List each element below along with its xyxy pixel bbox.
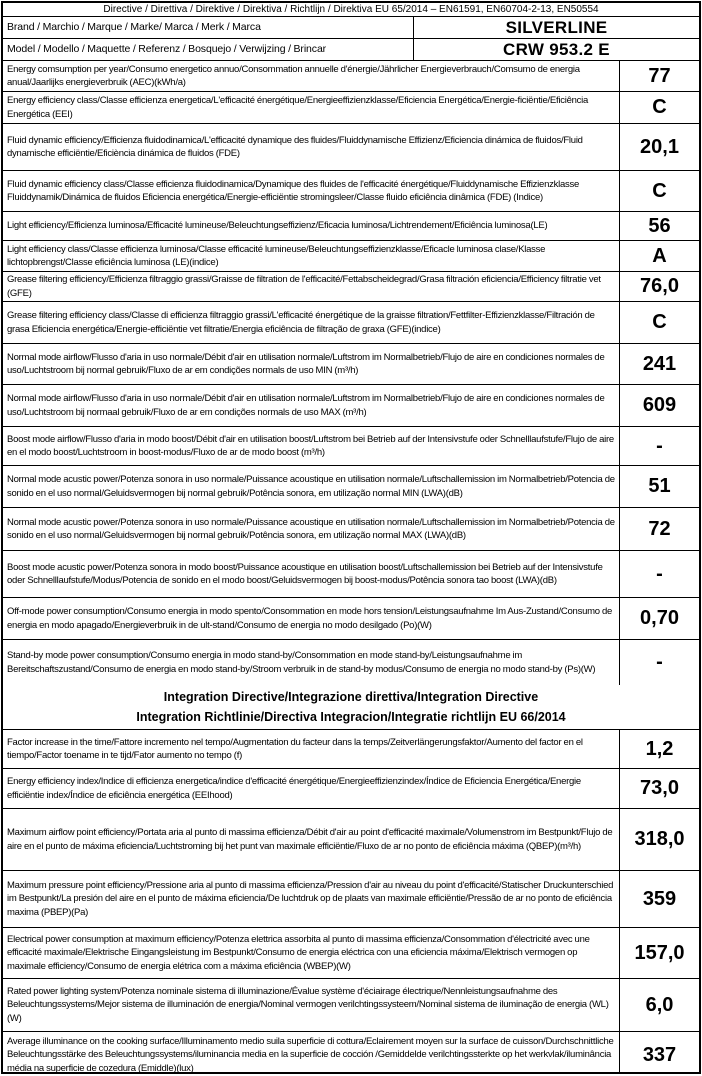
table-row [3,508,699,551]
row-label: Normal mode airflow/Flusso d'aria in uso normale/Débit d'air en utilisation normale/Luftstrom im Normalbetrieb/Flujo de aire en condiciones normales de uso/Luchtstroom bij normal gebruik/Fluxo de ar em condições normals de uso MIN (m³/h) [7,351,605,376]
table-row [3,344,699,385]
table-row [3,640,699,685]
table-row [3,272,699,302]
directive-header [3,3,699,17]
row-value: 56 [619,212,699,240]
row-value: 157,0 [619,928,699,978]
table-row [3,928,699,979]
model-row [3,39,699,61]
table-row [3,212,699,241]
table-row [3,92,699,124]
row-label: Maximum pressure point efficiency/Pressione aria al punto di massima efficienza/Pression d'air au niveau du point d'efficacité/Statischer Druckunterschied im Bestpunkt/La presión del aire en el punto de máxima eficiencia/De luchtdruk op de plaats van maximale efficiëntie/Pressão de ar no ponto de eficiência maxima (PBEP)(Pa) [7,879,614,918]
row-label: Grease filtering efficiency class/Classe di efficienza filtraggio grassi/L'efficacité énergétique de la graisse filtration/Fettfilter-Effizienzklasse/Filtración de grasa Eficiencia energética/Energie-efficiëntie vet filtratie/Energia eficiência de filtração de graxa (GFE)(indice) [7,310,595,335]
row-label: Energy efficiency index/Indice di efficienza energetica/indice d'efficacité énergétique/Energieeffizienzindex/Índice de Eficiencia Energética/Energie efficiëntie index/Índice de eficiência energética (EEIhood) [7,776,581,801]
row-value: 609 [619,385,699,426]
table-row [3,769,699,809]
table-row [3,61,699,92]
row-value: 77 [619,61,699,91]
row-label: Boost mode airflow/Flusso d'aria in modo boost/Débit d'air en utilisation boost/Luftstrom bei Betrieb auf der Intensivstufe oder Schnelllaufstufe/Flujo de aire en el modo boost/Luchtstroom in boost-modus/Fluxo de ar de modo boost (m³/h) [7,433,614,458]
integration-directive-header-line2: Integration Richtlinie/Directiva Integracion/Integratie richtlijn EU 66/2014 [136,710,566,724]
table-row [3,124,699,171]
row-value: A [619,241,699,271]
row-label: Energy comsumption per year/Consumo energetico annuo/Consommation annuelle d'énergie/Jährlicher Energieverbrauch/Comsumo de energia anual/Jaarlijks energieverbruik (AEC)(kWh/a) [7,63,580,88]
directive-66-2014-rows [3,730,699,1074]
model-value: CRW 953.2 E [413,39,699,60]
row-value: 337 [619,1032,699,1074]
row-label: Fluid dynamic efficiency class/Classe efficienza fluidodinamica/Dynamique des fluides de l'efficacité énergétique/Fluiddynamische Effizienzklasse Fluiddynamik/Dinámica de fluidos Eficiencia energética/Energie-efficiëntie stromingsleer/Classe fluido eficiência dinâmica (FDE) (Indice) [7,178,580,203]
row-label: Boost mode acustic power/Potenza sonora in modo boost/Puissance acoustique en utilisation boost/Luftschallemission bei Betrieb auf der Intensivstufe oder Schnelllaufstufe/Modus/Potencia de sonido en el modo boost/Geluidsvermogen bij boost-modus/Potência sonora tao boost (LWA)(dB) [7,561,603,586]
table-row [3,241,699,272]
row-value: 318,0 [619,809,699,870]
brand-row [3,17,699,39]
table-row [3,598,699,640]
row-label: Normal mode acustic power/Potenza sonora in uso normale/Puissance acoustique en utilisation normale/Luftschallemission im Normalbetrieb/Potencia de sonido en el uso normal/Geluidsvermogen bij normal gebruik/Potência sonora, em utilização normal MIN (LWA)(dB) [7,474,615,499]
row-label: Maximum airflow point efficiency/Portata aria al punto di massima efficienza/Débit d'air au point d'efficacité maximale/Volumenstrom im Bestpunkt/Flujo de aire en el punto de máxima eficiencia/Luchtstroming bij het punt van maximale efficiëntie/Fluxo de ar no ponto de eficiência máxima (QBEP)(m³/h) [7,827,613,852]
table-row [3,551,699,598]
row-label: Electrical power consumption at maximum efficiency/Potenza elettrica assorbita al punto di massima efficienza/Consommation d'électricité avec une efficacité maximale/Elektrische Eingangsleistung im Bestpunkt/Consumo de energia eléctrica con una eficiencia máxima/Elektrisch vermogen op maximale efficiency/Consumo de energia elétrica com a máxima eficiência (WBEP)(W) [7,933,590,972]
table-row [3,385,699,427]
row-label: Factor increase in the time/Fattore incremento nel tempo/Augmentation du facteur dans la temps/Zeitverlängerungsfaktor/Aumento del factor en el tiempo/Factor toename in te tijd/Fator aumento no tempo (f) [7,736,583,761]
row-label: Energy efficiency class/Classe efficienza energetica/L'efficacité énergétique/Energieeffizienzklasse/Eficiencia Energética/Energie-ficiëntie/Eficiência Energética (EEI) [7,95,589,120]
row-value: 1,2 [619,730,699,768]
energy-label-spec-table [1,1,701,1074]
row-value: 51 [619,466,699,507]
table-row [3,466,699,508]
table-row [3,171,699,212]
row-value: 76,0 [619,272,699,301]
table-row [3,809,699,871]
row-value: - [619,640,699,685]
directive-65-2014-rows [3,61,699,685]
row-value: 72 [619,508,699,550]
row-value: C [619,92,699,123]
row-value: C [619,302,699,343]
table-row [3,302,699,344]
row-value: 0,70 [619,598,699,639]
row-value: 6,0 [619,979,699,1031]
row-value: C [619,171,699,211]
row-label: Rated power lighting system/Potenza nominale sistema di illuminazione/Évalue système d'éciairage électrique/Nennleistungsaufnahme des Beleuchtungssystems/Mejor sistema de illuminación de energia/Nominal vermogen verilchtingssysteem/Nominal sistema de iluminação de energia (WL)(W) [7,985,609,1024]
table-row [3,730,699,769]
row-label: Light efficiency/Efficienza luminosa/Efficacité lumineuse/Beleuchtungseffizienz/Eficacia luminosa/Lichtrendement/Eficiência luminosa(LE) [7,220,548,232]
row-label: Grease filtering efficiency/Efficienza filtraggio grassi/Graisse de filtration de l'efficacité/Fettabscheidegrad/Grasa filtración eficiencia/Efficiency filtratie vet (GFE) [7,274,601,299]
row-value: 20,1 [619,124,699,170]
table-row [3,871,699,928]
brand-value: SILVERLINE [413,17,699,38]
directive-header-text: Directive / Direttiva / Direktive / Direktiva / Richtlijn / Direktiva EU 65/2014 – EN61591, EN60704-2-13, EN50554 [103,4,599,15]
row-label: Fluid dynamic efficiency/Efficienza fluidodinamica/L'efficacité dynamique des fluides/Fluiddynamische Effizienz/Eficiencia dinámica de fluidos/Fluid dynamische efficiëntie/Eficiència dinámica de fluidos (FDE) [7,134,583,159]
row-value: 73,0 [619,769,699,808]
row-value: - [619,551,699,597]
model-label: Model / Modello / Maquette / Referenz / Bosquejo / Verwijzing / Brincar [7,42,327,55]
table-row [3,979,699,1032]
row-label: Off-mode power consumption/Consumo energia in modo spento/Consommation en mode hors tension/Leistungsaufnahme Im Aus-Zustand/Consumo de energia en modo apagado/Energieverbruik in de ult-stand/Consumo de energia no modo desilgado (Po)(W) [7,606,613,631]
brand-label: Brand / Marchio / Marque / Marke/ Marca / Merk / Marca [7,20,261,33]
table-row [3,427,699,466]
row-label: Normal mode airflow/Flusso d'aria in uso normale/Débit d'air en utilisation normale/Luftstrom im Normalbetrieb/Flujo de aire en condiciones normales de uso/Luchtstroom bij normaal gebruik/Fluxo de ar em condições normals de uso MAX (m³/h) [7,393,605,418]
table-row [3,1032,699,1074]
integration-directive-header [3,685,699,730]
row-label: Light efficiency class/Classe efficienza luminosa/Classe efficacité lumineuse/Beleuchtungseffizienzklasse/Eficacle luminosa clase/Klasse lichtopbrengst/Classe eficiência luminosa (LE)(indice) [7,243,546,268]
row-label: Stand-by mode power consumption/Consumo energia in modo stand-by/Consommation en mode stand-by/Leistungsaufnahme im Bereitschaftszustand/Consumo de energia en modo stand-by/Stroom verbruik in de stand-by modus/Consumo de energia no modo stand-by (Ps)(W) [7,650,596,675]
integration-directive-header-line1: Integration Directive/Integrazione direttiva/Integration Directive [163,690,539,704]
row-value: - [619,427,699,465]
row-label: Average illuminance on the cooking surface/Illuminamento medio suila superficie di cottura/Eclairement moyen sur la surface de cuisson/Durchschnittliche Beleuchtungsstärke des Beleuchtungssystems/iluminancia media en la superficie de cocción /Gemiddelde verilchtingssterkte op het werkvlak/iluminância média na superficie de cozedura (Emiddle)(lux) [7,1035,614,1074]
row-value: 241 [619,344,699,384]
row-label: Normal mode acustic power/Potenza sonora in uso normale/Puissance acoustique en utilisation normale/Luftschallemission im Normalbetrieb/Potencia de sonido en el uso normal/Geluidsvermogen bij normal gebruik/Potência sonora, em utilização normal MAX (LWA)(dB) [7,516,615,541]
row-value: 359 [619,871,699,927]
